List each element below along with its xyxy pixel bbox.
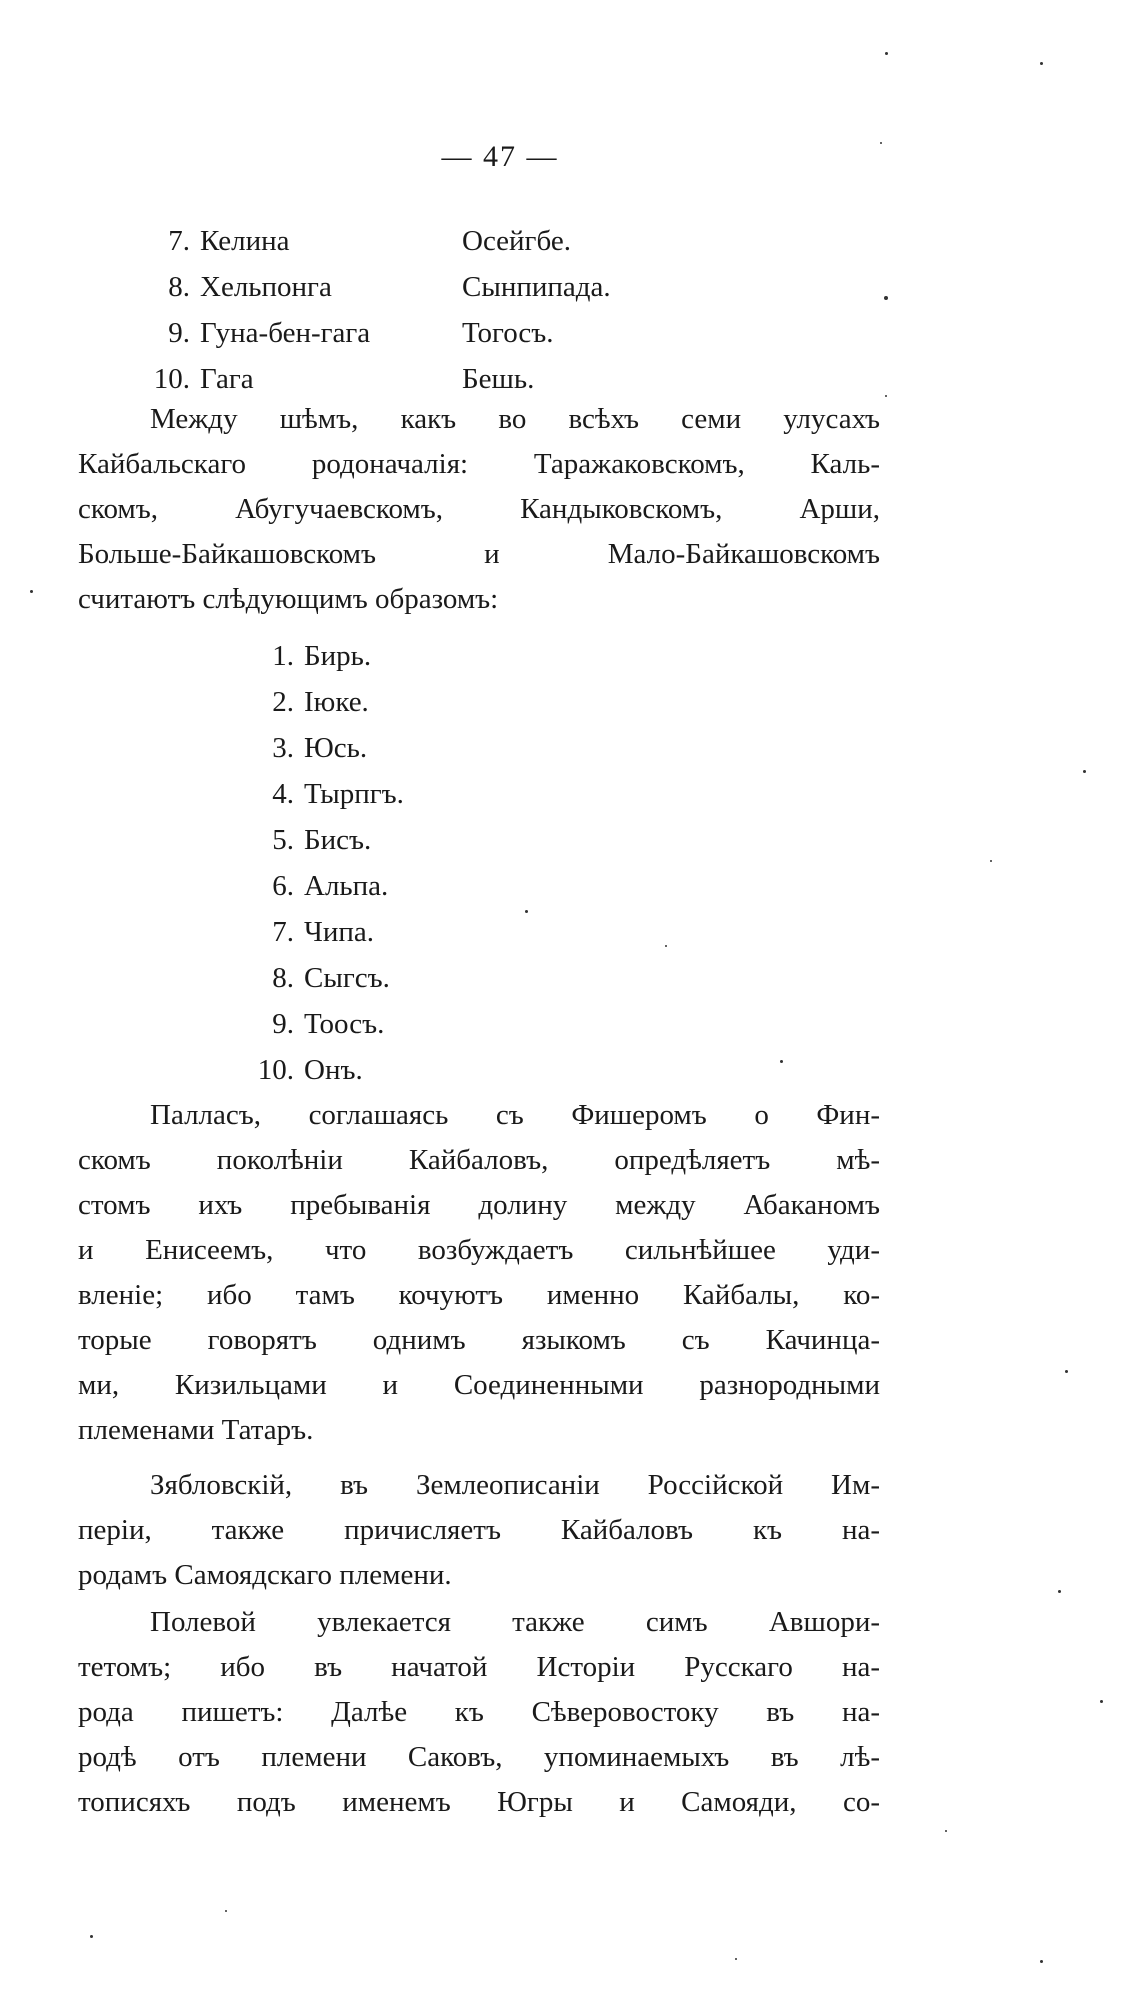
item-number: 3. — [272, 732, 294, 764]
text-line: періи, также причисляетъ Кайбаловъ къ на- — [78, 1514, 880, 1546]
paragraph-pallas — [78, 1093, 880, 1453]
text-line: родѣ отъ племени Саковъ, упоминаемыхъ въ лѣ- — [78, 1741, 880, 1773]
list-item — [230, 817, 404, 863]
text-line: торые говорятъ однимъ языкомъ съ Качинца- — [78, 1324, 880, 1356]
text-line: Больше-Байкашовскомъ и Мало-Байкашовскомъ — [78, 538, 880, 570]
list-item — [230, 1047, 404, 1093]
item-number: 4. — [272, 778, 294, 810]
text-line: Зябловскій, въ Землеописаніи Россійской Им- — [150, 1469, 880, 1501]
text-line: Палласъ, соглашаясь съ Фишеромъ о Фин- — [150, 1099, 880, 1131]
item-word: Альпа. — [304, 870, 389, 902]
list-item — [230, 863, 404, 909]
item-number: 7. — [272, 916, 294, 948]
item-word: Бирь. — [304, 640, 372, 672]
text-line: считаютъ слѣдующимъ образомъ: — [78, 583, 499, 615]
item-number: 6. — [272, 870, 294, 902]
row-value: Тогосъ. — [462, 317, 554, 349]
scan-speck — [1040, 1960, 1043, 1963]
scan-speck — [990, 860, 992, 862]
row-word: Хельпонга — [200, 271, 332, 303]
scan-speck — [1083, 770, 1086, 773]
item-word: Тырпгъ. — [304, 778, 404, 810]
row-word: Гага — [200, 363, 254, 395]
text-line: племенами Татаръ. — [78, 1414, 314, 1446]
row-number: 10. — [153, 363, 190, 395]
scan-speck — [525, 910, 528, 913]
item-word: Бисъ. — [304, 824, 372, 856]
scan-speck — [1065, 1370, 1068, 1373]
item-word: Юсь. — [304, 732, 368, 764]
item-number: 8. — [272, 962, 294, 994]
list-item — [230, 633, 404, 679]
text-line: рода пишетъ: Далѣе къ Сѣверовостоку въ на- — [78, 1696, 880, 1728]
table-row — [118, 310, 682, 356]
list-item — [230, 679, 404, 725]
text-line: стомъ ихъ пребыванія долину между Абаканомъ — [78, 1189, 880, 1221]
row-number: 8. — [168, 271, 190, 303]
text-line: скомъ, Абугучаевскомъ, Кандыковскомъ, Арши, — [78, 493, 880, 525]
paragraph-zyablovsky — [78, 1463, 880, 1598]
text-line: и Енисеемъ, что возбуждаетъ сильнѣйшее уди- — [78, 1234, 880, 1266]
scan-speck — [780, 1060, 783, 1063]
scan-speck — [30, 590, 33, 593]
row-value: Сынпипада. — [462, 271, 611, 303]
table-row — [118, 356, 682, 402]
text-line: тописяхъ подъ именемъ Югры и Самояди, со- — [78, 1786, 880, 1818]
text-line: Кайбальскаго родоначалія: Таражаковскомъ, Каль- — [78, 448, 880, 480]
scan-speck — [885, 52, 888, 55]
list-item — [230, 771, 404, 817]
scan-speck — [665, 945, 667, 947]
item-number: 10. — [257, 1054, 294, 1086]
text-line: вленіе; ибо тамъ кочуютъ именно Кайбалы, ко- — [78, 1279, 880, 1311]
text-line: тетомъ; ибо въ начатой Исторіи Русскаго на- — [78, 1651, 880, 1683]
page-number: — 47 — — [441, 140, 559, 173]
item-word: Чипа. — [304, 916, 375, 948]
paragraph-polevoy — [78, 1600, 880, 1825]
list-item — [230, 1001, 404, 1047]
row-word: Келина — [200, 225, 290, 257]
item-number: 1. — [272, 640, 294, 672]
item-word: Онъ. — [304, 1054, 363, 1086]
list-item — [230, 725, 404, 771]
text-line: родамъ Самоядскаго племени. — [78, 1559, 452, 1591]
scan-speck — [90, 1935, 93, 1938]
text-line: скомъ поколѣніи Кайбаловъ, опредѣляетъ мѣ- — [78, 1144, 880, 1176]
scan-speck — [880, 142, 882, 144]
scan-speck — [225, 1910, 227, 1912]
table-row — [118, 218, 682, 264]
scan-speck — [945, 1830, 947, 1832]
scan-speck — [1100, 1700, 1103, 1703]
paragraph-counting-intro — [78, 397, 880, 622]
scan-speck — [735, 1958, 737, 1960]
row-number: 9. — [168, 317, 190, 349]
numeral-list — [230, 633, 404, 1093]
numeral-table — [118, 218, 682, 402]
list-item — [230, 955, 404, 1001]
scan-speck — [885, 395, 887, 397]
row-value: Бешь. — [462, 363, 535, 395]
list-item — [230, 909, 404, 955]
item-word: Сыгсъ. — [304, 962, 390, 994]
text-line: ми, Кизильцами и Соединенными разнородными — [78, 1369, 880, 1401]
row-value: Осейгбе. — [462, 225, 571, 257]
item-word: Іюке. — [304, 686, 369, 718]
item-number: 2. — [272, 686, 294, 718]
scan-speck — [1058, 1590, 1061, 1593]
item-number: 9. — [272, 1008, 294, 1040]
item-word: Тоосъ. — [304, 1008, 385, 1040]
text-line: Между шѣмъ, какъ во всѣхъ семи улусахъ — [150, 403, 880, 435]
row-number: 7. — [168, 225, 190, 257]
table-row — [118, 264, 682, 310]
item-number: 5. — [272, 824, 294, 856]
scan-speck — [884, 296, 888, 300]
row-word: Гуна-бен-гага — [200, 317, 371, 349]
scan-speck — [1040, 62, 1043, 65]
text-line: Полевой увлекается также симъ Авшори- — [150, 1606, 880, 1638]
